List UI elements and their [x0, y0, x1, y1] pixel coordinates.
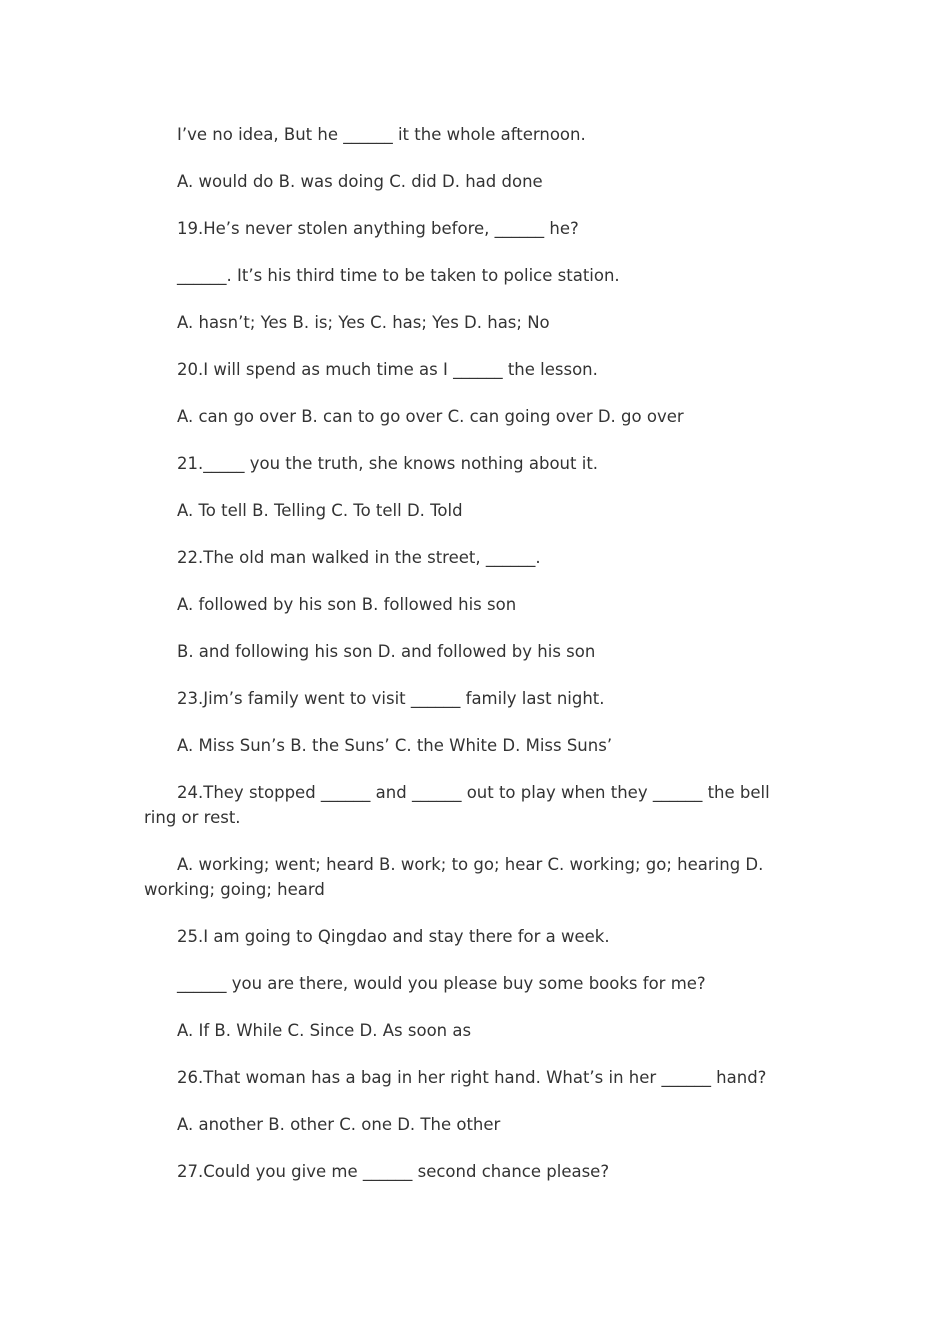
question-26-options: A. another B. other C. one D. The other	[177, 1115, 501, 1134]
question-19-response: ______. It’s his third time to be taken to police station.	[177, 266, 620, 285]
answer-options: A. would do B. was doing C. did D. had done	[177, 172, 543, 191]
question-21: 21._____ you the truth, she knows nothing about it.	[177, 454, 599, 473]
question-24: 24.They stopped ______ and ______ out to play when they ______ the bell ring or rest.	[144, 783, 770, 827]
question-25-response: ______ you are there, would you please buy some books for me?	[177, 974, 706, 993]
question-27: 27.Could you give me ______ second chance please?	[177, 1162, 610, 1181]
question-22: 22.The old man walked in the street, ______.	[177, 548, 541, 567]
question-25-options: A. If B. While C. Since D. As soon as	[177, 1021, 472, 1040]
question-21-options: A. To tell B. Telling C. To tell D. Told	[177, 501, 463, 520]
question-19: 19.He’s never stolen anything before, ______ he?	[177, 219, 579, 238]
question-stem: I’ve no idea, But he ______ it the whole afternoon.	[177, 125, 586, 144]
question-23: 23.Jim’s family went to visit ______ family last night.	[177, 689, 605, 708]
question-24-options: A. working; went; heard B. work; to go; hear C. working; go; hearing D. working; going; heard	[144, 855, 764, 899]
question-23-options: A. Miss Sun’s B. the Suns’ C. the White D. Miss Suns’	[177, 736, 613, 755]
question-25: 25.I am going to Qingdao and stay there for a week.	[177, 927, 610, 946]
question-26: 26.That woman has a bag in her right hand. What’s in her ______ hand?	[177, 1068, 767, 1087]
question-22-options-line-1: A. followed by his son B. followed his son	[177, 595, 517, 614]
document-body	[144, 122, 794, 1184]
question-20-options: A. can go over B. can to go over C. can going over D. go over	[177, 407, 684, 426]
question-20: 20.I will spend as much time as I ______ the lesson.	[177, 360, 598, 379]
question-22-options-line-2: B. and following his son D. and followed by his son	[177, 642, 596, 661]
question-19-options: A. hasn’t; Yes B. is; Yes C. has; Yes D. has; No	[177, 313, 550, 332]
